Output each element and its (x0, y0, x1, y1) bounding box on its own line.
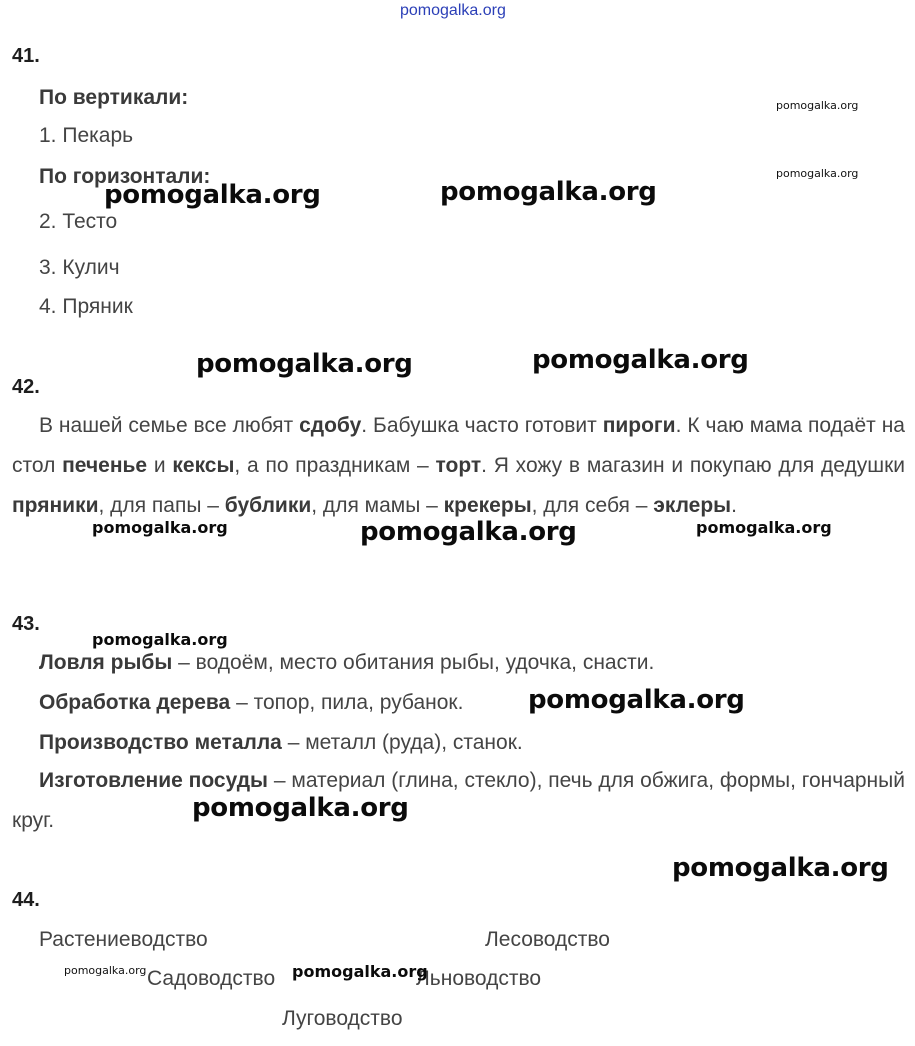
keyword-pechenye: печенье (62, 454, 148, 477)
section-41-number: 41. (12, 45, 40, 67)
horizontal-item-4: 4. Пряник (39, 295, 133, 318)
text-part: . (731, 494, 737, 517)
watermark: pomogalka.org (532, 345, 749, 375)
top-watermark: pomogalka.org (400, 2, 506, 19)
item-fishing (39, 651, 654, 675)
watermark: pomogalka.org (92, 630, 228, 649)
watermark: pomogalka.org (104, 180, 321, 210)
item-pottery-text: – материал (глина, стекло), печь для обжига, формы, гончарный круг. (12, 769, 905, 832)
keyword-eklery: эклеры (653, 494, 732, 517)
watermark: pomogalka.org (776, 167, 859, 180)
text-part: , для папы – (98, 494, 225, 517)
item-wood (39, 691, 463, 715)
keyword-keksy: кексы (172, 454, 235, 477)
vertical-item-1: 1. Пекарь (39, 124, 134, 147)
section-42-number: 42. (12, 376, 40, 398)
text-part: В нашей семье все любят (39, 414, 300, 437)
item-metal-label: Производство металла (39, 731, 282, 754)
word-lesovodstvo: Лесоводство (485, 928, 610, 951)
watermark: pomogalka.org (440, 177, 657, 207)
watermark: pomogalka.org (776, 99, 859, 112)
watermark: pomogalka.org (696, 518, 832, 537)
keyword-tort: торт (435, 454, 482, 477)
watermark: pomogalka.org (196, 349, 413, 379)
word-lugovodstvo: Луговодство (282, 1007, 403, 1030)
text-part: и (147, 454, 173, 477)
watermark: pomogalka.org (360, 517, 577, 547)
item-metal (39, 731, 523, 755)
keyword-bubliki: бублики (224, 494, 312, 517)
watermark: pomogalka.org (292, 962, 428, 981)
text-part: . К чаю мама подаёт на стол (12, 414, 905, 477)
keyword-krekery: крекеры (443, 494, 532, 517)
item-wood-label: Обработка дерева (39, 691, 231, 714)
text-part: , для себя – (531, 494, 654, 517)
text-part: . Я хожу в магазин и покупаю для дедушки (481, 454, 905, 477)
item-fishing-text: – водоём, место обитания рыбы, удочка, снасти. (172, 651, 655, 674)
item-pottery-label: Изготовление посуды (39, 769, 268, 792)
item-metal-text: – металл (руда), станок. (281, 731, 523, 754)
word-sadovodstvo: Садоводство (147, 967, 276, 990)
keyword-pryaniki: пряники (12, 494, 99, 517)
watermark: pomogalka.org (92, 518, 228, 537)
section-44-number: 44. (12, 889, 40, 911)
horizontal-heading: По горизонтали: (39, 165, 211, 188)
horizontal-item-2: 2. Тесто (39, 210, 118, 233)
text-part: . Бабушка часто готовит (361, 414, 603, 437)
horizontal-item-3: 3. Кулич (39, 256, 120, 279)
word-lnovodstvo: Льноводство (416, 967, 542, 990)
item-fishing-label: Ловля рыбы (39, 651, 173, 674)
watermark: pomogalka.org (192, 793, 409, 823)
text-part: , а по праздникам – (234, 454, 436, 477)
item-pottery (12, 761, 905, 841)
vertical-heading: По вертикали: (39, 86, 189, 109)
section-42-paragraph (12, 406, 905, 526)
watermark: pomogalka.org (528, 685, 745, 715)
keyword-pirogi: пироги (602, 414, 676, 437)
word-rastenievodstvo: Растениеводство (39, 928, 208, 951)
watermark: pomogalka.org (64, 964, 147, 977)
section-43-number: 43. (12, 613, 40, 635)
watermark: pomogalka.org (672, 853, 889, 883)
text-part: , для мамы – (311, 494, 444, 517)
keyword-sdoba: сдобу (299, 414, 362, 437)
item-wood-text: – топор, пила, рубанок. (230, 691, 464, 714)
